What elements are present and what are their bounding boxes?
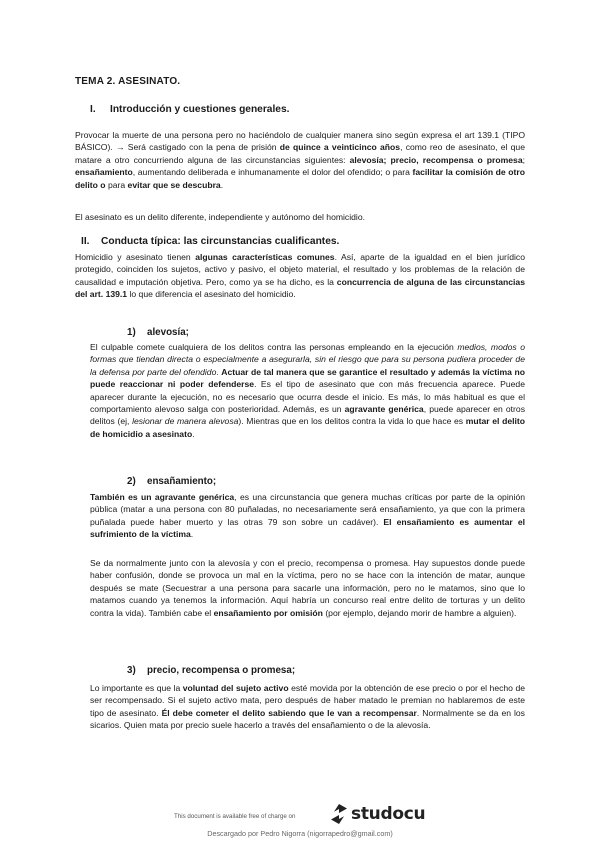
- text-run: El culpable comete cualquiera de los delitos contra las personas empleando en la ejecución: [90, 342, 458, 352]
- text-run: ;: [522, 154, 525, 165]
- text-run: . Normalmente se da en los sicarios. Quien mata por precio suele hacerlo a través del ensañamiento o de la alevosía.: [90, 707, 525, 731]
- bold-text: ensañamiento: [75, 167, 133, 178]
- subsection-title: precio, recompensa o promesa;: [147, 665, 296, 676]
- text-run: Se da normalmente junto con la alevosía y con el precio, recompensa o promesa. Hay supuestos donde puede haber confusión, donde se provoca un mal en la víctima, pero no se hace con la intención de matar, aunque después se mate (Secuestrar a una persona para sacarle una información, pero no le matamos, sino que lo matamos cuando ya tenemos la información. Aquí habría un concurso real entre delito de torturas y un delito contra la vida). También cabe el: [90, 558, 525, 618]
- bold-text: mutar el delito de homicidio a asesinato: [90, 416, 525, 439]
- text-run: para: [105, 179, 128, 190]
- section-heading-1: [90, 104, 289, 115]
- footer-notice: This document is available free of charge on: [174, 813, 296, 820]
- text-run: Provocar la muerte de una persona pero no haciéndolo de cualquier manera sino según expresa el art 139.1 (TIPO BÁSICO). → Será castigado con la pena de prisión: [75, 130, 525, 153]
- bold-text: Él debe cometer el delito sabiendo que le van a recompensar: [161, 707, 417, 718]
- studocu-logo[interactable]: [330, 803, 425, 825]
- bold-text: alevosía; precio, recompensa o promesa: [349, 154, 523, 165]
- paragraph: [90, 682, 525, 732]
- paragraph: El asesinato es un delito diferente, independiente y autónomo del homicidio.: [75, 212, 365, 222]
- studocu-brand: studocu: [351, 804, 426, 824]
- subsection-heading-precio: [127, 665, 295, 676]
- paragraph: [90, 557, 525, 619]
- text-run: lo que diferencia el asesinato del homicidio.: [127, 289, 296, 300]
- bold-text: voluntad del sujeto activo: [182, 683, 289, 693]
- text-run: Homicidio y asesinato tienen: [75, 252, 196, 262]
- subsection-heading-alevosia: [127, 327, 189, 338]
- page-title: TEMA 2. ASESINATO.: [75, 76, 181, 87]
- text-run: , aumentando deliberada e inhumanamente el dolor del ofendido; o para: [132, 167, 413, 178]
- bold-text: facilitar la comisión de otro delito o: [75, 167, 525, 190]
- studocu-logo-icon: [330, 803, 348, 825]
- subsection-number: 2): [127, 476, 136, 487]
- section-number: I.: [90, 104, 96, 115]
- paragraph: [90, 341, 525, 440]
- subsection-number: 1): [127, 327, 136, 338]
- text-run: esté movida por la obtención de ese precio o por el hecho de ser recompensado. Si el sujeto activo mata, pero después de haber matado le premian no hablaremos de este tipo de asesinato.: [90, 683, 526, 718]
- subsection-heading-ensanamiento: [127, 476, 216, 487]
- subsection-title: alevosía;: [147, 327, 189, 338]
- paragraph: [90, 491, 525, 541]
- section-title: Conducta típica: las circunstancias cualificantes.: [101, 236, 340, 247]
- bold-text: evitar que se descubra: [127, 179, 221, 190]
- text-run: , como reo de asesinato, el que matare a otro concurriendo alguna de las circunstancias siguientes:: [75, 142, 525, 165]
- bold-text: El ensañamiento es aumentar el sufrimiento de la víctima: [90, 516, 525, 540]
- bold-text: agravante genérica: [344, 404, 424, 415]
- text-run: .: [220, 179, 224, 190]
- download-credit: Descargado por Pedro Nigorra (nigorrapedro@gmail.com): [207, 829, 393, 838]
- text-run: , es una circunstancia que genera muchas críticas por parte de la opinión pública (matar a una persona con 80 puñaladas, no necesariamente será ensañamiento, ya que con la primera puñalada puede haber muerto y las otras 79 son sobre un cadáver).: [90, 492, 525, 527]
- text-run: , puede aparecer en otros delitos (ej,: [90, 404, 525, 427]
- bold-text: También es un agravante genérica: [90, 492, 235, 502]
- subsection-number: 3): [127, 665, 136, 676]
- bold-text: concurrencia de alguna de las circunstancias del art. 139.1: [75, 276, 525, 300]
- text-run: .: [192, 428, 195, 439]
- text-run: . Es el tipo de asesinato que con más frecuencia aparece. Puede aparecer durante la ejecución, no es necesario que ocurra desde el inicio. Es más, lo más habitual es que el comportamiento alevoso salga con posterioridad. Además, es un: [90, 379, 525, 415]
- text-run: .: [216, 366, 222, 377]
- section-number: II.: [81, 236, 90, 247]
- bold-text: algunas características comunes: [195, 252, 335, 262]
- text-run: ). Mientras que en los delitos contra la vida lo que hace es: [238, 416, 466, 427]
- section-title: Introducción y cuestiones generales.: [110, 104, 290, 115]
- text-run: .: [190, 529, 194, 540]
- text-run: Lo importante es que la: [90, 683, 183, 693]
- bold-text: ensañamiento por omisión: [213, 607, 323, 618]
- italic-text: lesionar de manera alevosa: [132, 416, 239, 427]
- bold-text: Actuar de tal manera que se garantice el resultado y además la víctima no puede reaccionar ni poder defenderse: [90, 366, 525, 390]
- text-run: . Así, aparte de la igualdad en el bien jurídico protegido, coinciden los sujetos, activo y pasivo, el objeto material, el resultado y los problemas de la relación de causalidad e imputación objetiva. Pero, como ya se ha dicho, es la: [75, 252, 526, 287]
- section-heading-2: [81, 236, 339, 247]
- text-run: (por ejemplo, dejando morir de hambre a alguien).: [322, 607, 517, 618]
- paragraph: [75, 129, 525, 191]
- paragraph: [75, 251, 525, 301]
- bold-text: de quince a veinticinco años: [279, 142, 401, 153]
- italic-text: medios, modos o formas que tiendan directa o especialmente a asegurarla, sin el riesgo que para su persona pudiera proceder de la defensa por parte del ofendido: [90, 342, 525, 377]
- subsection-title: ensañamiento;: [147, 476, 217, 487]
